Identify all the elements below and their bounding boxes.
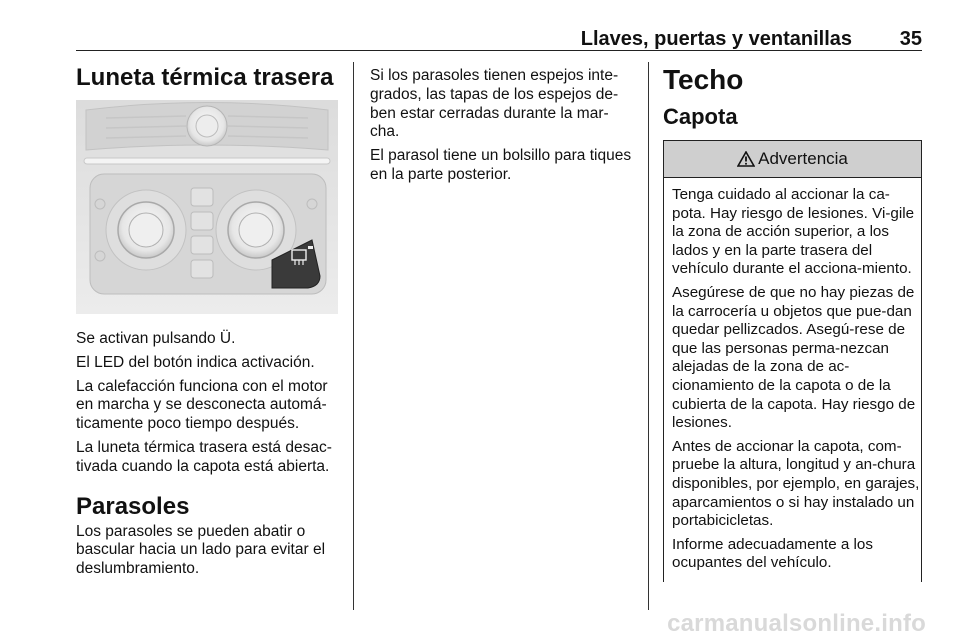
column-divider-2	[648, 62, 649, 610]
section-heading-sun-visors: Parasoles	[76, 492, 190, 520]
warning-title: Advertencia	[758, 149, 848, 168]
left-column	[76, 64, 344, 584]
header-rule	[76, 50, 922, 51]
watermark: carmanualsonline.info	[667, 610, 926, 637]
paragraph-deactivated: La luneta térmica trasera está desac-tivada cuando la capota está abierta.	[76, 438, 332, 475]
section-heading-soft-top: Capota	[663, 104, 738, 129]
warning-paragraph-inform: Informe adecuadamente a los ocupantes del vehículo.	[672, 535, 873, 572]
climate-control-panel-illustration	[76, 100, 338, 314]
section-heading-rear-window: Luneta térmica trasera	[76, 64, 334, 91]
middle-column	[370, 67, 636, 190]
warning-paragraph-pinching: Asegúrese de que no hay piezas de la carrocería u objetos que pue-dan quedar pellizcados. Asegú-rese de que las personas perma-nezcan alejadas de la zona de ac-cionamiento de la capota o de la cubierta de la capota. Hay riesgo de lesiones.	[672, 283, 916, 432]
chapter-heading-roof: Techo	[663, 64, 744, 95]
paragraph-heating: La calefacción funciona con el motor en marcha y se desconecta automá-ticamente poco tiempo después.	[76, 377, 328, 433]
running-header-title: Llaves, puertas y ventanillas	[580, 28, 852, 50]
paragraph-led: El LED del botón indica activación.	[76, 353, 315, 371]
warning-triangle-icon	[737, 151, 755, 167]
warning-paragraph-care: Tenga cuidado al accionar la ca-pota. Hay riesgo de lesiones. Vi-gile la zona de acción superior, a los lados y en la parte trasera del vehículo durante el acciona-miento.	[672, 186, 915, 278]
paragraph-activation: Se activan pulsando Ü.	[76, 330, 236, 347]
warning-header	[664, 141, 921, 178]
climate-panel-drawing	[76, 100, 338, 314]
paragraph-ticket-pocket: El parasol tiene un bolsillo para tiques en la parte posterior.	[370, 147, 632, 183]
warning-box	[663, 140, 922, 582]
warning-body	[664, 178, 921, 573]
warning-paragraph-clearance: Antes de accionar la capota, com-pruebe la altura, longitud y an-chura disponibles, por ejemplo, en garajes, aparcamientos o si hay instalado un portabicicletas.	[672, 437, 920, 530]
right-column-headings	[663, 64, 923, 130]
paragraph-sun-visors: Los parasoles se pueden abatir o bascular hacia un lado para evitar el deslumbramiento.	[76, 522, 326, 578]
page-number: 35	[899, 28, 922, 50]
column-divider-1	[353, 62, 354, 610]
paragraph-vanity-mirrors: Si los parasoles tienen espejos inte-grados, las tapas de los espejos de-ben estar cerradas durante la mar-cha.	[370, 67, 619, 141]
